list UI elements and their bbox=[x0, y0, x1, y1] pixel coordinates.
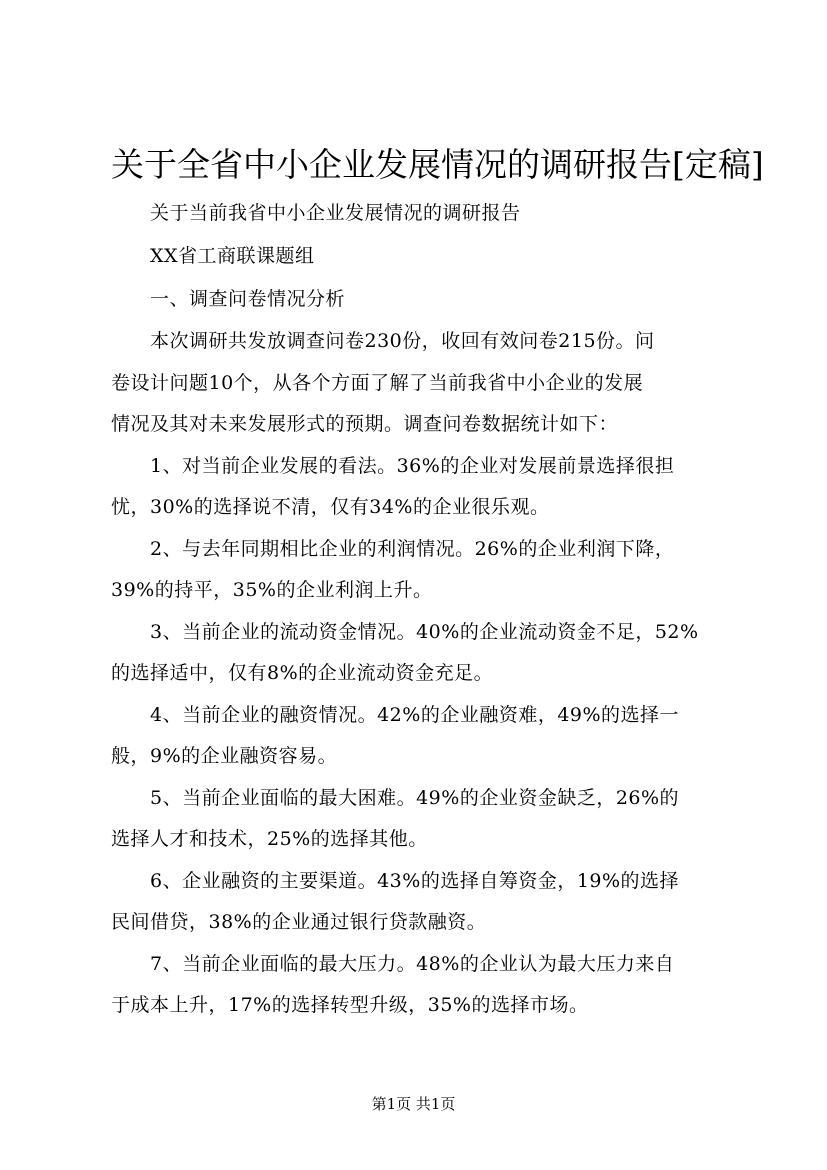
survey-item-line: 5、当前企业面临的最大困难。49%的企业资金缺乏，26%的 bbox=[150, 787, 680, 809]
survey-item-line: 的选择适中，仅有8%的企业流动资金充足。 bbox=[111, 662, 494, 684]
survey-item-line: 于成本上升，17%的选择转型升级，35%的选择市场。 bbox=[111, 994, 589, 1016]
survey-item-line: 般，9%的企业融资容易。 bbox=[111, 745, 338, 767]
survey-item-line: 4、当前企业的融资情况。42%的企业融资难，49%的选择一 bbox=[150, 704, 680, 726]
document-author: XX省工商联课题组 bbox=[150, 245, 315, 267]
survey-item-line: 39%的持平，35%的企业利润上升。 bbox=[111, 579, 433, 601]
intro-line: 本次调研共发放调查问卷230份，收回有效问卷215份。问 bbox=[150, 330, 655, 352]
document-title: 关于全省中小企业发展情况的调研报告[定稿] bbox=[111, 145, 764, 184]
survey-item-line: 7、当前企业面临的最大压力。48%的企业认为最大压力来自 bbox=[150, 953, 675, 975]
intro-line: 情况及其对未来发展形式的预期。调查问卷数据统计如下： bbox=[111, 413, 619, 435]
survey-item-line: 2、与去年同期相比企业的利润情况。26%的企业利润下降， bbox=[150, 538, 675, 560]
document-subtitle: 关于当前我省中小企业发展情况的调研报告 bbox=[150, 202, 521, 224]
survey-item-line: 民间借贷，38%的企业通过银行贷款融资。 bbox=[111, 911, 487, 933]
intro-line: 卷设计问题10个，从各个方面了解了当前我省中小企业的发展 bbox=[111, 372, 644, 394]
page-footer: 第1页 共1页 bbox=[371, 1095, 456, 1113]
section-heading: 一、调查问卷情况分析 bbox=[150, 288, 346, 310]
survey-item-line: 3、当前企业的流动资金情况。40%的企业流动资金不足，52% bbox=[150, 621, 699, 643]
survey-item-line: 6、企业融资的主要渠道。43%的选择自筹资金，19%的选择 bbox=[150, 870, 680, 892]
survey-item-line: 选择人才和技术，25%的选择其他。 bbox=[111, 828, 428, 850]
survey-item-line: 1、对当前企业发展的看法。36%的企业对发展前景选择很担 bbox=[150, 455, 675, 477]
survey-item-line: 忧，30%的选择说不清，仅有34%的企业很乐观。 bbox=[111, 496, 550, 518]
